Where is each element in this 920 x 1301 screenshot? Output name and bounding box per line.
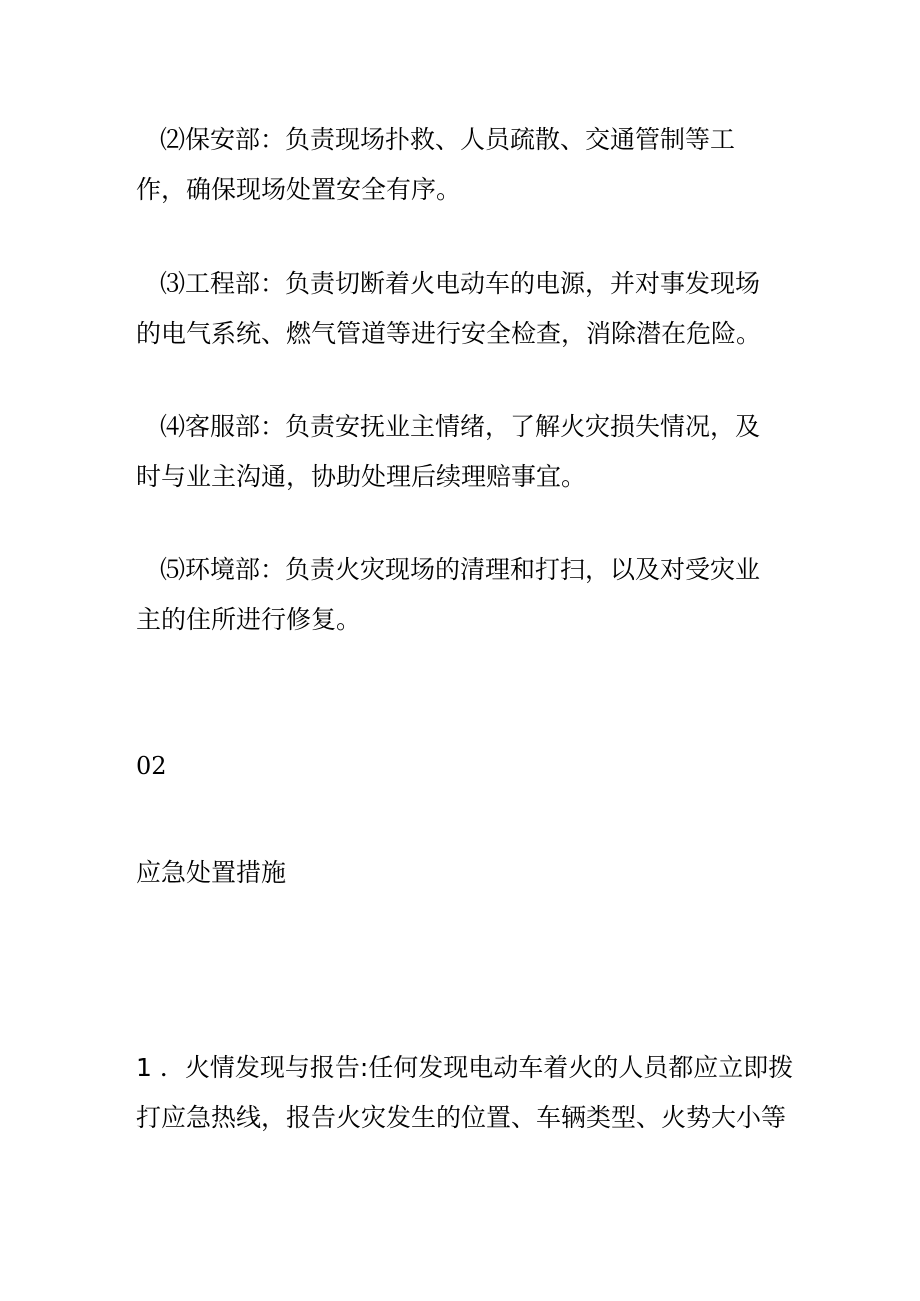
paragraph-line: 打应急热线，报告火灾发生的位置、车辆类型、火势大小等: [136, 1103, 787, 1132]
paragraph-security-dept: [136, 115, 786, 215]
paragraph-line: 的电气系统、燃气管道等进行安全检查，消除潜在危险。: [136, 319, 762, 348]
section-title: 应急处置措施: [136, 858, 287, 887]
paragraph-customer-service-dept: [136, 402, 786, 502]
paragraph-fire-report-measure: [136, 1043, 796, 1143]
paragraph-line: 时与业主沟通，协助处理后续理赔事宜。: [136, 462, 587, 491]
section-number: 02: [136, 752, 167, 780]
paragraph-line: ⑷客服部：负责安抚业主情绪，了解火灾损失情况，及: [160, 412, 761, 441]
paragraph-line: 作，确保现场处置安全有序。: [136, 175, 462, 204]
paragraph-environment-dept: [136, 545, 786, 645]
paragraph-line: ⑵保安部：负责现场扑救、人员疏散、交通管制等工: [160, 125, 736, 154]
paragraph-line: ⑶工程部：负责切断着火电动车的电源，并对事发现场: [160, 269, 761, 298]
paragraph-line: ⑸环境部：负责火灾现场的清理和打扫，以及对受灾业: [160, 555, 761, 584]
paragraph-line: 主的住所进行修复。: [136, 605, 362, 634]
paragraph-engineering-dept: [136, 259, 786, 359]
paragraph-line: 1 ．火情发现与报告:任何发现电动车着火的人员都应立即拨: [136, 1053, 794, 1082]
